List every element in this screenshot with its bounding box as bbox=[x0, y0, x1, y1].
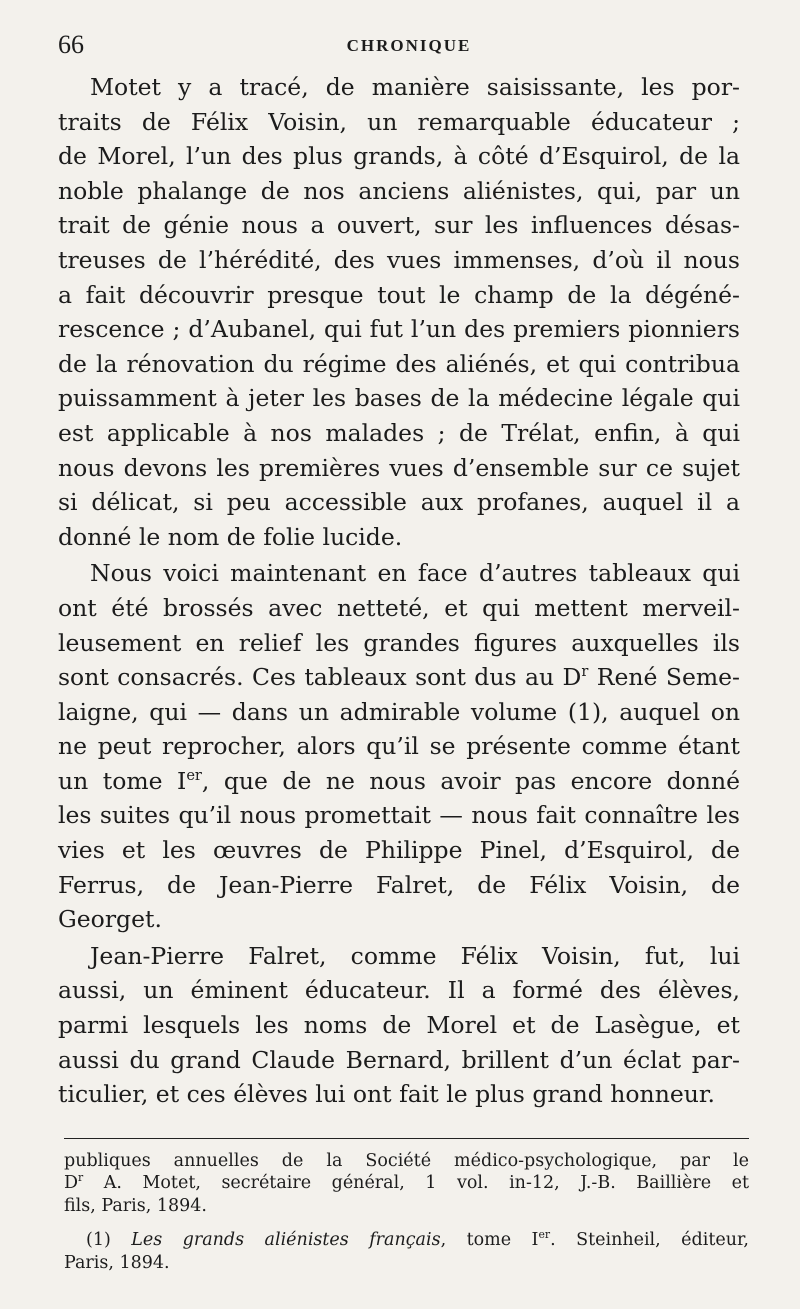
superscript: r bbox=[78, 1171, 84, 1185]
footnote-line bbox=[64, 1172, 749, 1194]
text-line: vies et les œuvres de Philippe Pinel, d’Esquirol, de bbox=[58, 836, 740, 865]
text-line: de Morel, l’un des plus grands, à côté d’Esquirol, de la bbox=[58, 142, 740, 171]
footnote-text: A. Motet, secrétaire général, 1 vol. in-12, J.-B. Baillière et bbox=[103, 1173, 749, 1194]
superscript: r bbox=[581, 663, 589, 681]
text-line: puissamment à jeter les bases de la médecine légale qui bbox=[58, 384, 740, 413]
footnote-divider bbox=[64, 1138, 749, 1139]
text-line: de la rénovation du régime des aliénés, et qui contribua bbox=[58, 349, 740, 378]
line-start: sont consacrés. Ces tableaux sont dus au D bbox=[58, 663, 582, 692]
text-line: ne peut reprocher, alors qu’il se présente comme étant bbox=[58, 732, 740, 761]
text-line: donné le nom de folie lucide. bbox=[58, 522, 403, 551]
superscript: er bbox=[186, 767, 202, 785]
text-line: aussi, un éminent éducateur. Il a formé des élèves, bbox=[58, 976, 740, 1005]
text-line: ticulier, et ces élèves lui ont fait le plus grand honneur. bbox=[58, 1080, 715, 1109]
text-line: les suites qu’il nous promettait — nous fait connaître les bbox=[58, 801, 740, 830]
text-line: trait de génie nous a ouvert, sur les influences désas- bbox=[58, 211, 740, 240]
paragraph-1 bbox=[58, 70, 740, 554]
text-line: Nous voici maintenant en face d’autres tableaux qui bbox=[90, 559, 740, 588]
line-end: René Seme- bbox=[588, 663, 740, 692]
text-line bbox=[58, 660, 740, 695]
page-header bbox=[58, 30, 760, 64]
footnote-line: fils, Paris, 1894. bbox=[64, 1195, 207, 1216]
footnote-line: Paris, 1894. bbox=[64, 1252, 170, 1273]
page-number: 66 bbox=[58, 30, 84, 59]
text-line: noble phalange de nos anciens aliénistes, qui, par un bbox=[58, 176, 740, 205]
footnote-prefix: D bbox=[64, 1173, 79, 1194]
paragraph-3 bbox=[58, 939, 740, 1112]
main-text bbox=[58, 70, 740, 1112]
footnote-book-title: Les grands aliénistes français bbox=[131, 1230, 441, 1251]
text-line: a fait découvrir presque tout le champ de la dégéné- bbox=[58, 280, 740, 309]
text-line: ont été brossés avec netteté, et qui mettent merveil- bbox=[58, 593, 740, 622]
text-line: Jean-Pierre Falret, comme Félix Voisin, fut, lui bbox=[90, 941, 740, 970]
footnote-text: , tome I bbox=[440, 1230, 539, 1251]
text-line: Georget. bbox=[58, 905, 162, 934]
line-start: un tome I bbox=[58, 766, 187, 795]
text-line: Ferrus, de Jean-Pierre Falret, de Félix Voisin, de bbox=[58, 870, 740, 899]
text-line: rescence ; d’Aubanel, qui fut l’un des premiers pionniers bbox=[58, 315, 740, 344]
text-line: parmi lesquels les noms de Morel et de Lasègue, et bbox=[58, 1011, 740, 1040]
superscript: er bbox=[538, 1228, 551, 1242]
text-line bbox=[58, 764, 740, 799]
text-line: treuses de l’hérédité, des vues immenses, d’où il nous bbox=[58, 245, 740, 274]
footnotes bbox=[64, 1150, 749, 1274]
footnote-1 bbox=[64, 1229, 749, 1251]
text-line: laigne, qui — dans un admirable volume (1), auquel on bbox=[58, 697, 740, 726]
footnote-line: publiques annuelles de la Société médico-psychologique, par le bbox=[64, 1151, 749, 1171]
line-end: , que de ne nous avoir pas encore donné bbox=[201, 766, 740, 795]
text-line: Motet y a tracé, de manière saisissante, les por- bbox=[90, 73, 740, 101]
text-line: aussi du grand Claude Bernard, brillent d’un éclat par- bbox=[58, 1045, 740, 1074]
footnote-marker: (1) bbox=[86, 1230, 111, 1251]
paragraph-2 bbox=[58, 556, 740, 937]
footnote-text: . Steinheil, éditeur, bbox=[550, 1230, 749, 1251]
text-line: nous devons les premières vues d’ensemble sur ce sujet bbox=[58, 453, 740, 482]
text-line: est applicable à nos malades ; de Trélat, enfin, à qui bbox=[58, 418, 740, 447]
text-line: leusement en relief les grandes figures auxquelles ils bbox=[58, 628, 740, 657]
running-title: CHRONIQUE bbox=[346, 36, 472, 55]
text-line: si délicat, si peu accessible aux profanes, auquel il a bbox=[58, 488, 740, 517]
text-line: traits de Félix Voisin, un remarquable éducateur ; bbox=[58, 107, 740, 136]
